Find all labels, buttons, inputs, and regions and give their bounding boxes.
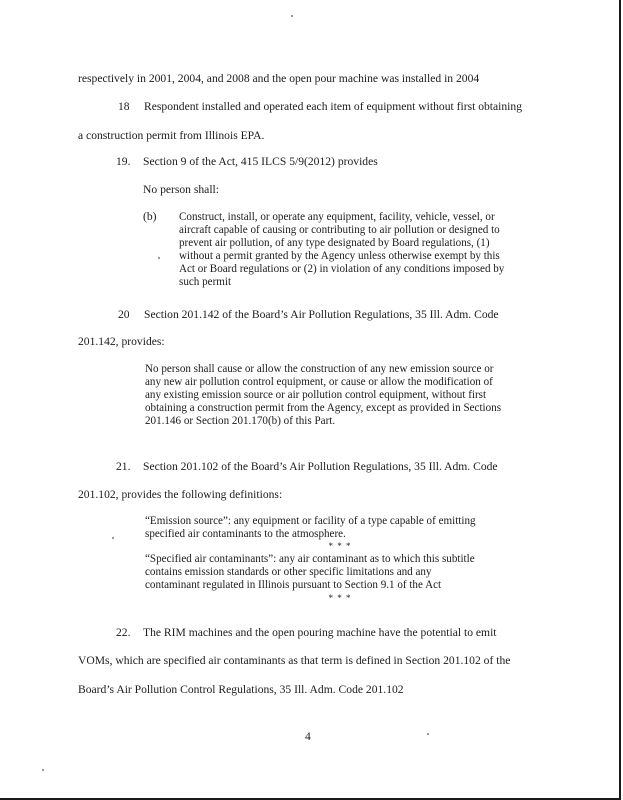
quote-line: contaminant regulated in Illinois pursuant to Section 9.1 of the Act <box>145 579 442 591</box>
quote-line: “Specified air contaminants”: any air contaminant as to which this subtitle <box>145 553 475 565</box>
paragraph-20-text: 201.142, provides: <box>78 335 165 348</box>
scan-speck <box>291 15 293 17</box>
subsection-label: (b) <box>143 210 157 223</box>
quote-line: contains emission standards or other specific limitations and any <box>145 566 432 578</box>
paragraph-22-text: Board’s Air Pollution Control Regulations, 35 Ill. Adm. Code 201.102 <box>78 683 404 696</box>
block-quote <box>145 553 475 592</box>
block-quote <box>145 515 476 541</box>
quote-line: obtaining a construction permit from the Agency, except as provided in Sections <box>145 402 502 414</box>
paragraph-19-lead: No person shall: <box>143 183 219 196</box>
paragraph-22-text: VOMs, which are specified air contaminants as that term is defined in Section 201.102 of the <box>78 654 511 667</box>
paragraph-18-text: Respondent installed and operated each item of equipment without first obtaining <box>144 100 522 113</box>
paragraph-number: 22. <box>116 626 131 639</box>
paragraph-number: 20 <box>118 308 130 321</box>
paragraph-21-text: Section 201.102 of the Board’s Air Pollution Regulations, 35 Ill. Adm. Code <box>143 460 498 473</box>
block-quote <box>179 211 504 289</box>
paragraph-continuation: respectively in 2001, 2004, and 2008 and the open pour machine was installed in 2004 <box>78 72 480 85</box>
paragraph-number: 18 <box>118 100 130 113</box>
quote-line: any existing emission source or air pollution control equipment, without first <box>145 389 487 401</box>
quote-line: 201.146 or Section 201.170(b) of this Part. <box>145 415 336 427</box>
quote-line: Act or Board regulations or (2) in violation of any conditions imposed by <box>179 263 505 275</box>
scan-speck <box>112 537 114 539</box>
scan-speck <box>158 257 160 259</box>
paragraph-20-text: Section 201.142 of the Board’s Air Pollution Regulations, 35 Ill. Adm. Code <box>144 308 499 321</box>
paragraph-number: 21. <box>116 460 131 473</box>
quote-line: such permit <box>179 276 232 288</box>
paragraph-18-text: a construction permit from Illinois EPA. <box>78 129 265 142</box>
scan-speck <box>42 769 44 771</box>
quote-line: No person shall cause or allow the construction of any new emission source or <box>145 363 494 375</box>
paragraph-19-text: Section 9 of the Act, 415 ILCS 5/9(2012) provides <box>143 155 378 168</box>
quote-line: prevent air pollution, of any type designated by Board regulations, (1) <box>179 237 490 249</box>
ellipsis-stars: * * * <box>328 593 352 603</box>
paragraph-21-text: 201.102, provides the following definitions: <box>78 488 283 501</box>
block-quote <box>145 363 501 428</box>
quote-line: any new air pollution control equipment, or cause or allow the modification of <box>145 376 493 388</box>
paragraph-22-text: The RIM machines and the open pouring machine have the potential to emit <box>143 626 497 639</box>
quote-line: specified air contaminants to the atmosphere. <box>145 528 346 540</box>
page-number: 4 <box>305 730 311 743</box>
quote-line: without a permit granted by the Agency unless otherwise exempt by this <box>179 250 500 262</box>
scan-speck <box>427 733 429 735</box>
ellipsis-stars: * * * <box>328 541 352 551</box>
paragraph-number: 19. <box>116 155 131 168</box>
quote-line: “Emission source”: any equipment or facility of a type capable of emitting <box>145 515 476 527</box>
quote-line: Construct, install, or operate any equipment, facility, vehicle, vessel, or <box>179 211 495 223</box>
quote-line: aircraft capable of causing or contributing to air pollution or designed to <box>179 224 500 236</box>
